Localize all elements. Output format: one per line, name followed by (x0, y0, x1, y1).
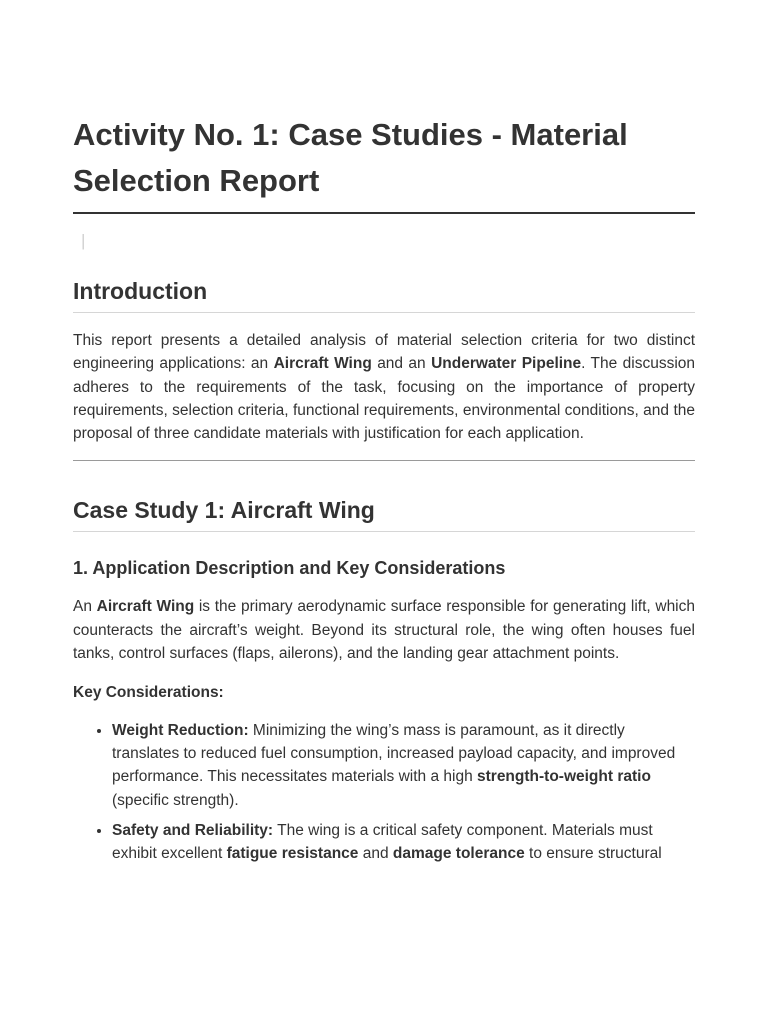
document-meta-line (73, 226, 695, 256)
list-item-text: to ensure structural (524, 845, 662, 863)
list-item-text: The wing is a critical safety component. Materials must exhibit excellent (112, 821, 653, 863)
list-item-safety-reliability (112, 819, 695, 866)
section-divider (73, 460, 695, 461)
list-item-bold: strength-to-weight ratio (477, 768, 651, 786)
document-content (73, 112, 695, 872)
intro-text: . The discussion adheres to the requirements of the task, focusing on the importance of property requirements, selection criteria, functional requirements, environmental conditions, and the proposal of three candidate materials with justification for each application. (73, 355, 696, 443)
list-item-text: (specific strength). (112, 791, 239, 809)
list-item-bold: damage tolerance (392, 845, 525, 863)
desc-text: An (73, 598, 97, 616)
desc-text: is the primary aerodynamic surface responsible for generating lift, which counteracts the aircraft’s weight. Beyond its structural role, the wing often houses fuel tanks, control surfaces (flaps, ailerons), and the landing gear attachment points. (73, 598, 696, 663)
list-item-text: and (358, 845, 393, 863)
intro-bold-aircraft-wing: Aircraft Wing (273, 355, 372, 373)
intro-text: and an (371, 355, 432, 373)
introduction-paragraph (73, 329, 695, 445)
list-item-text: Minimizing the wing’s mass is paramount, as it directly translates to reduced fuel consumption, increased payload capacity, and improved performance. This necessitates materials with a high (112, 721, 676, 786)
intro-text: This report presents a detailed analysis of material selection criteria for two distinct engineering applications: an (73, 332, 695, 373)
key-considerations-label: Key Considerations: (73, 684, 224, 702)
introduction-heading: Introduction (73, 276, 695, 313)
list-item-label: Safety and Reliability: (112, 821, 274, 839)
list-item-label: Weight Reduction: (112, 721, 249, 739)
document-title: Activity No. 1: Case Studies - Material Selection Report (73, 112, 695, 214)
case-study-1-heading: Case Study 1: Aircraft Wing (73, 495, 695, 532)
application-description-paragraph (73, 595, 695, 665)
key-considerations-list (73, 719, 695, 866)
list-item-bold: fatigue resistance (226, 845, 359, 863)
desc-bold-aircraft-wing: Aircraft Wing (96, 598, 195, 616)
section-1-heading: 1. Application Description and Key Considerations (73, 558, 506, 579)
intro-bold-underwater-pipeline: Underwater Pipeline (431, 355, 582, 373)
list-item-weight-reduction (112, 719, 695, 812)
meta-separator: | (81, 231, 86, 250)
